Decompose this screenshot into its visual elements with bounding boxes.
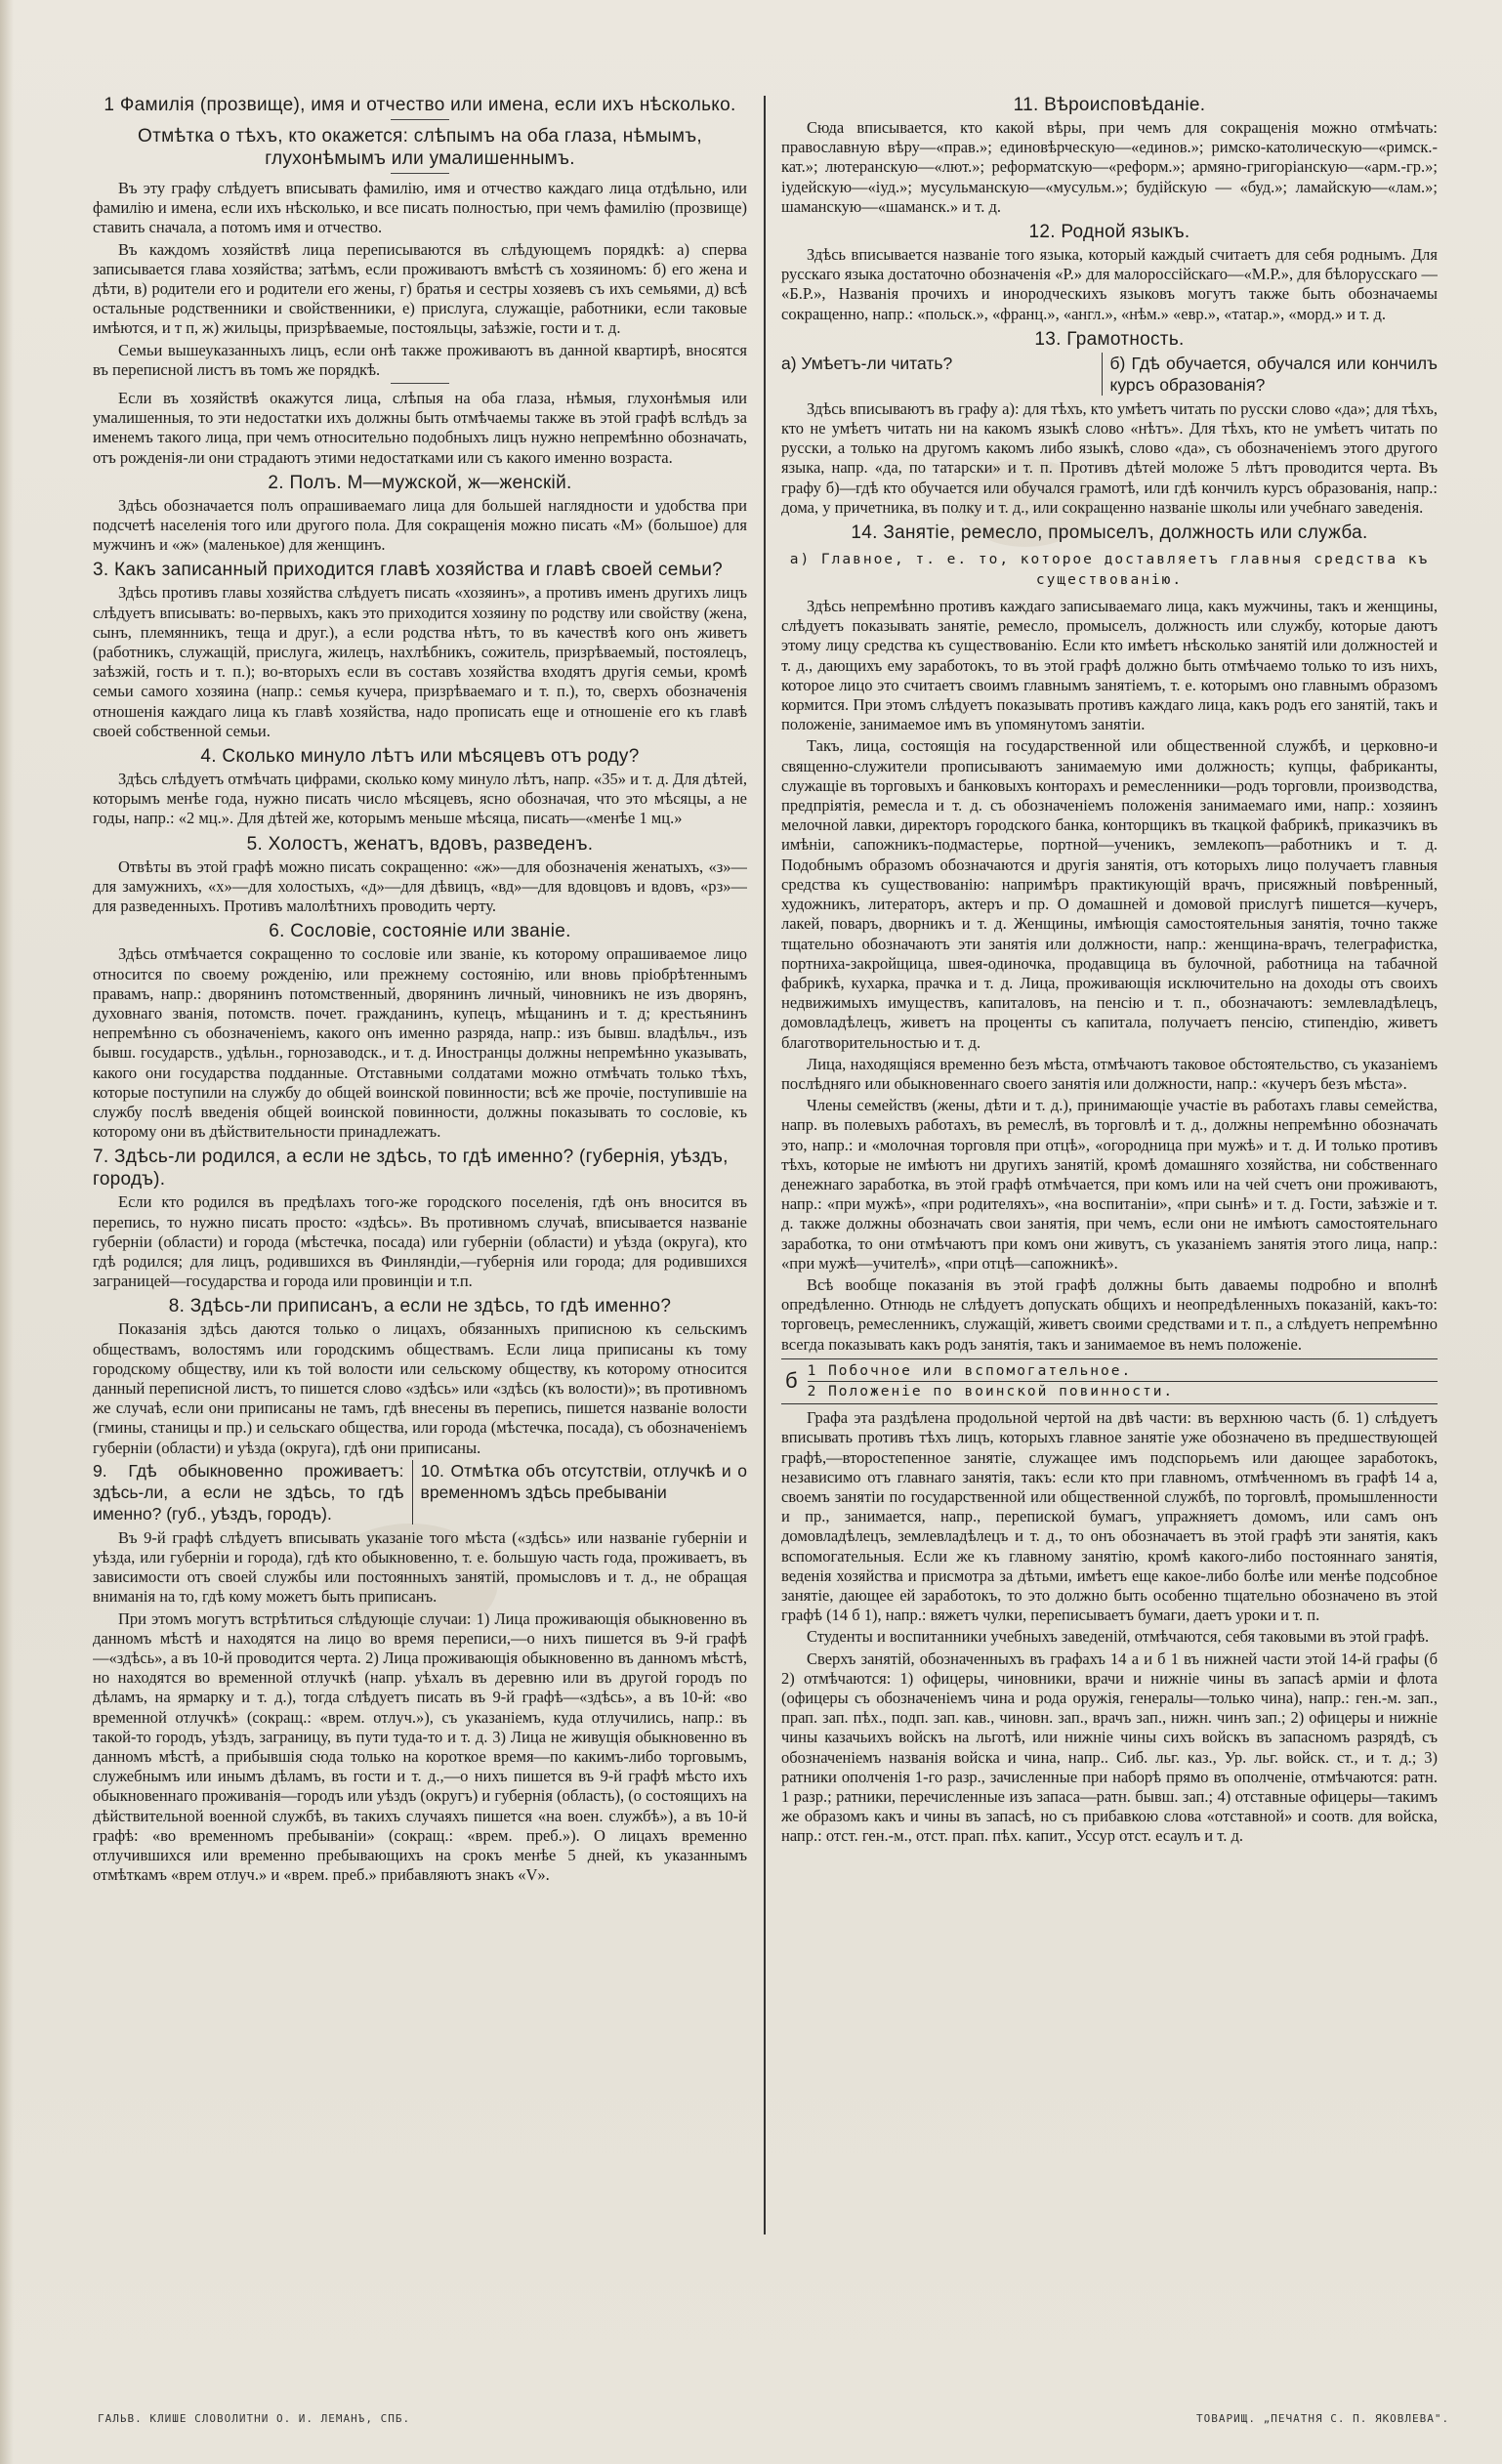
paragraph: Здѣсь вписывается названіе того языка, который каждый считаетъ для себя роднымъ. Для русскаго языка достаточно обозначенія «Р.» для малороссійскаго—«М.Р.», для бѣлорусскаго — «Б.Р.», Названія прочихъ и инородческихъ языковъ могутъ также быть обозначаемы сокращенно, напр.: «польск.», «франц.», «англ.», «нѣм.» «евр.», «татар.», «морд.» и т. д. bbox=[781, 245, 1438, 323]
printer-credit-left: ГАЛЬВ. КЛИШЕ СЛОВОЛИТНИ О. И. ЛЕМАНЪ, СПБ. bbox=[98, 2412, 411, 2425]
paragraph: Сверхъ занятій, обозначенныхъ въ графахъ 14 а и б 1 въ нижней части этой 14-й графы (б 2) отмѣчаются: 1) офицеры, чиновники, врачи и нижніе чины въ запасѣ арміи и флота (офицеры съ обозначеніемъ чина и рода оружія, генералы—только чина), напр.: ген.-м. зап., прап. зап. пѣх., подп. зап. кав., чиновн. зап., врачъ зап., нижн. чинъ зап.; 2) офицеры и нижніе чины казачьихъ войскъ на льготѣ, или нижніе чины сихъ войскъ въ запасномъ разрядѣ, съ обозначеніемъ названія войска и чина, напр.. Сиб. льг. каз., Ур. льг. войск. ст., и т. д.; 3) ратники ополченія 1-го разр., зачисленные при наборѣ прямо въ ополченіе, отмѣчаются: ратн. 1 разр.; ратники, перечисленные изъ запаса—ратн. бывш. зап.; 4) отставные офицеры—такимъ же образомъ какъ и чины въ запасѣ, но съ прибавкою слова «отставной» и соотв. для войска, напр.: отст. ген.-м., отст. прап. пѣх. капит., Уссур отст. есаулъ и т. д. bbox=[781, 1649, 1438, 1846]
column-divider bbox=[764, 96, 766, 2234]
paragraph: Здѣсь обозначается полъ опрашиваемаго лица для большей наглядности и удобства при подсчетѣ населенія того или другого пола. Для сокращенія можно писать «М» (большое) для мужчинъ и «ж» (маленькое) для женщинъ. bbox=[93, 495, 747, 555]
paragraph: Здѣсь слѣдуетъ отмѣчать цифрами, сколько кому минуло лѣтъ, напр. «35» и т. д. Для дѣтей, которымъ менѣе года, нужно писать число мѣсяцевъ, ясно обозначая, что это мѣсяцы, а не годы, напр.: «2 мц.». Для дѣтей же, которымъ меньше мѣсяца, писать—«менѣе 1 мц.» bbox=[93, 770, 747, 828]
section-1-title: 1 Фамилія (прозвище), имя и отчество или имена, если ихъ нѣсколько. bbox=[104, 95, 736, 115]
section-3-title: 3. Какъ записанный приходится главѣ хозяйства и главѣ своей семьи? bbox=[93, 560, 724, 581]
section-14b1-label: 1 Побочное или вспомогательное. bbox=[808, 1361, 1438, 1382]
paragraph: Семьи вышеуказанныхъ лицъ, если онѣ также проживаютъ въ данной квартирѣ, вносятся въ переписной листъ въ томъ же порядкѣ. bbox=[93, 340, 747, 379]
section-14b2-label: 2 Положеніе по воинской повинности. bbox=[807, 1383, 1175, 1399]
paragraph: Въ 9-й графѣ слѣдуетъ вписывать указаніе того мѣста («здѣсь» или названіе губерніи и уѣзда, или губерніи и города), гдѣ кто обыкновенно, т. е. большую часть года, проживаетъ, въ зависимости отъ своей службы или постоянныхъ занятій, промысловъ и т. д., не обращая вниманія на то, гдѣ кому можетъ быть приписанъ. bbox=[93, 1527, 747, 1607]
section-14b-letter: б bbox=[785, 1368, 798, 1394]
paragraph: Всѣ вообще показанія въ этой графѣ должны быть даваемы подробно и вполнѣ опредѣленно. Отнюдь не слѣдуетъ допускать общихъ и неопредѣленныхъ показаній, какъ-то: торговецъ, ремесленникъ, служащій, живетъ своими средствами и т. п., а слѣдуетъ непремѣнно всегда показывать какъ родъ занятія, такъ и занимаемое въ немъ положеніе. bbox=[781, 1274, 1438, 1354]
section-14-title: 14. Занятіе, ремесло, промыселъ, должность или служба. bbox=[851, 522, 1368, 544]
paragraph: Здѣсь отмѣчается сокращенно то сословіе или званіе, къ которому опрашиваемое лицо относится по своему рожденію, или прежнему состоянію, или вновь пріобрѣтеннымъ правамъ, напр.: дворянинъ потомственный, дворянинъ личный, чиновникъ не изъ дворянъ, духовнаго званія, потомств. почет. гражданинъ, купецъ, мѣщанинъ и т. д; крестьянинъ непремѣнно съ обозначеніемъ, какого онъ именно разряда, напр.: изъ бывш. владѣльч., изъ бывш. государств., удѣльн., горнозаводск., и т. д. Иностранцы должны непремѣнно указывать, какого они государства подданные. Отставными солдатами можно отмѣчать только тѣхъ, которые поступили на службу до общей воинской повинности; всѣ же прочіе, поступившіе на службу послѣ введенія общей воинской повинности, должны показывать то сословіе, къ которому они въ дѣйствительности принадлежатъ. bbox=[93, 944, 747, 1142]
section-1-note-title: Отмѣтка о тѣхъ, кто окажется: слѣпымъ на оба глаза, нѣмымъ, глухонѣмымъ или умалишеннымъ. bbox=[138, 126, 702, 169]
right-column bbox=[781, 90, 1438, 2336]
paragraph: Члены семействъ (жены, дѣти и т. д.), принимающіе участіе въ работахъ главы семейства, напр. въ полевыхъ работахъ, въ ремеслѣ, въ торговлѣ и т. д., должны непремѣнно обозначать это, напр.: и «молочная торговля при отцѣ», «огородница при мужѣ» и т. д. И только противъ тѣхъ, которые не имѣютъ ни другихъ занятій, кромѣ домашняго хозяйства, ни собственнаго денежнаго заработка, въ этой графѣ отмѣчается, при комъ или на чей счетъ они проживаютъ, напр.: «при мужѣ», «при родителяхъ», «на воспитаніи», «при сынѣ» и т. д. Гости, заѣзжіе и т. д. также должны обозначать свои занятія, при чемъ, если они не имѣютъ самостоятельнаго заработка, то они отмѣчаютъ при комъ они живутъ, съ указаніемъ занятія этого лица, напр.: «при мужѣ—учителѣ», «при отцѣ—сапожникѣ». bbox=[781, 1096, 1438, 1273]
paragraph: Здѣсь вписываютъ въ графу а): для тѣхъ, кто умѣетъ читать по русски слово «да»; для тѣхъ, кто не умѣетъ читать ни на какомъ языкѣ слово «нѣтъ». Для тѣхъ, кто не умѣетъ читать по русски, а только на другомъ какомъ либо языкѣ, слово «да», съ обозначеніемъ этого другого языка, напр. «да, по татарски» и т. п. Противъ дѣтей моложе 5 лѣтъ проводится черта. Въ графу б)—гдѣ кто обучается или обучался грамотѣ, или гдѣ кончилъ курсъ образованія, напр.: дома, у причетника, въ полку и т. д., или сокращенно названіе школы или учебнаго заведенія. bbox=[781, 398, 1438, 517]
paragraph: Графа эта раздѣлена продольной чертой на двѣ части: въ верхнюю часть (б. 1) слѣдуетъ вписывать противъ тѣхъ лицъ, которыхъ главное занятіе уже обозначено въ предшествующей графѣ,—второстепенное занятіе, служащее имъ подспорьемъ или дающее заработокъ, независимо отъ главнаго занятія, такъ: если кто при главномъ, отмѣченномъ въ графѣ 14 а, своемъ занятіи по государственной или общественной службѣ, по торговлѣ, промышленности и пр., занимается, напр., перепиской бумагъ, упражняетъ домомъ, или самъ онъ домовладѣлецъ, землевладѣлецъ и т. д., то онъ обозначаетъ въ этой графѣ эти занятія, какъ вспомогательныя. Если же къ главному занятію, кромѣ какого-либо постояннаго занятія, веденія хозяйства и присмотра за дѣтьми, имѣетъ еще какое-либо болѣе или менѣе подсобное занятіе, дающее ей заработокъ, то это должно быть особенно тщательно обозначено въ этой графѣ (14 б 1), напр.: вяжетъ чулки, переписываетъ бумаги, даетъ уроки и т. п. bbox=[781, 1408, 1438, 1625]
paragraph: Показанія здѣсь даются только о лицахъ, обязанныхъ приписною къ сельскимъ обществамъ, волостямъ или городскимъ обществамъ. Если лица приписаны къ тому городскому обществу, или къ той волости или сельскому обществу, къ которому относится данный переписной листъ, то пишется слово «здѣсь» или «здѣсь (къ волости)»; въ противномъ же случаѣ, если они приписаны не тамъ, гдѣ внесены въ перепись, пишется названіе волости (гмины, станицы и пр.) и сельскаго общества, или города (мѣстечка, посада), съ обозначеніемъ губерніи (области) и уѣзда (округа), гдѣ они приписаны. bbox=[93, 1319, 747, 1457]
section-13-columns bbox=[781, 353, 1438, 396]
section-12-title: 12. Родной языкъ. bbox=[1028, 222, 1190, 243]
paragraph: Здѣсь непремѣнно противъ каждаго записываемаго лица, какъ мужчины, такъ и женщины, слѣдуетъ показывать занятіе, ремесло, промыселъ, должность или службу, которые даютъ этому лицу средства къ существованію. Если кто имѣетъ нѣсколько занятій или должностей и т. д., дающихъ ему заработокъ, то въ этой графѣ должно быть отмѣчаемо только то изъ нихъ, которое лицо это считаетъ своимъ главнымъ занятіемъ, т. е. которымъ оно главнымъ образомъ кормится. При этомъ слѣдуетъ показывать противъ каждаго лица, какъ родъ его занятій, такъ и положеніе, занимаемое имъ въ упомянутомъ занятіи. bbox=[781, 597, 1438, 734]
paragraph: Сюда вписывается, кто какой вѣры, при чемъ для сокращенія можно отмѣчать: православную вѣру—«прав.»; единовѣрческую—«единов.»; римско-католическую—«римск.-кат.»; лютеранскую—«лют.»; реформатскую—«реформ.»; армяно-григоріанскую—«арм.-гр.»; іудейскую—«іуд.»; мусульманскую—«мусульм.»; будійскую — «буд.»; ламайскую—«лам.»; шаманскую—«шаманск.» и т. д. bbox=[781, 118, 1438, 216]
section-8-title: 8. Здѣсь-ли приписанъ, а если не здѣсь, то гдѣ именно? bbox=[168, 1296, 672, 1317]
paragraph: Въ эту графу слѣдуетъ вписывать фамилію, имя и отчество каждаго лица отдѣльно, или фамилію и имена, если ихъ нѣсколько, и все писать полностью, при чемъ фамилію (прозвище) ставить сначала, а потомъ имя и отчество. bbox=[93, 179, 747, 237]
section-9-10-header bbox=[93, 1460, 747, 1524]
paragraph: Такъ, лица, состоящія на государственной или общественной службѣ, и церковно-и священно-служители прописываютъ занимаемую ими должность; купцы, фабриканты, служащіе въ торговыхъ и банковыхъ конторахъ и ремесленники—родъ торговли, производства, предпріятія, ремесла и т. д. съ обозначеніемъ положенія занимаемаго ими, напр.: хозяинъ мелочной лавки, директоръ городского банка, конторщикъ въ ткацкой фабрикѣ, приказчикъ въ имѣніи, сапожникъ-подмастерье, портной—ученикъ, землекопъ—работникъ и т. д. Подобнымъ образомъ обозначаются и другія занятія, отъ которыхъ лицо получаетъ главныя средства къ существованію: напримѣръ практикующій врачъ, присяжный повѣренный, художникъ, литераторъ, актеръ и пр. О домашней и домовой прислугѣ пишется—кучеръ, лакей, поваръ, дворникъ и т. д. Женщины, имѣющія самостоятельныя занятія, точно также тщательно обозначаютъ эти занятія или должности, напр.: женщина-врачъ, телеграфистка, портниха-закройщица, швея-одиночка, продавщица въ булочной, работница на табачной фабрикѣ, кухарка, прачка и т. д. Лица, проживающія исключительно на доходы отъ своихъ недвижимыхъ имуществъ, капиталовъ, на пенсію и т. п., обозначаютъ: землевладѣлецъ, домовладѣлецъ, живетъ на проценты съ капитала, получаетъ пенсію, стипендію, живетъ благотворительностью и т. д. bbox=[781, 736, 1438, 1052]
section-2-title: 2. Полъ. М—мужской, ж—женскій. bbox=[268, 472, 572, 493]
section-13-title: 13. Грамотность. bbox=[1034, 328, 1185, 350]
printer-credit-right: ТОВАРИЩ. „ПЕЧАТНЯ С. П. ЯКОВЛЕВА". bbox=[1196, 2412, 1450, 2425]
section-5-title: 5. Холостъ, женатъ, вдовъ, разведенъ. bbox=[246, 833, 594, 855]
section-11-title: 11. Вѣроисповѣданіе. bbox=[1013, 95, 1206, 115]
section-14a-label: а) Главное, т. е. то, которое доставляетъ главныя средства къ существованію. bbox=[789, 552, 1430, 589]
paragraph: Лица, находящіяся временно безъ мѣста, отмѣчаютъ таковое обстоятельство, съ указаніемъ послѣдняго или обыкновеннаго своего занятія или должности, напр.: «кучеръ безъ мѣста». bbox=[781, 1054, 1438, 1093]
section-9-title: 9. Гдѣ обыкновенно проживаетъ: здѣсь-ли, а если не здѣсь, то гдѣ именно? (губ., уѣздъ, городъ). bbox=[93, 1460, 413, 1524]
left-column bbox=[93, 90, 747, 2336]
section-14b-labels bbox=[781, 1358, 1438, 1404]
section-10-title: 10. Отмѣтка объ отсутствіи, отлучкѣ и о временномъ здѣсь пребываніи bbox=[420, 1460, 747, 1502]
paragraph: Отвѣты въ этой графѣ можно писать сокращенно: «ж»—для обозначенія женатыхъ, «з»—для замужнихъ, «х»—для холостыхъ, «д»—для дѣвицъ, «вд»—для вдовцовъ и вдовъ, «рз»—для разведенныхъ. Противъ малолѣтнихъ проводить черту. bbox=[93, 856, 747, 916]
section-13b-label: б) Гдѣ обучается, обучался или кончилъ курсъ образованія? bbox=[1109, 353, 1438, 395]
section-6-title: 6. Сословіе, состояніе или званіе. bbox=[269, 921, 571, 942]
paragraph: При этомъ могутъ встрѣтиться слѣдующіе случаи: 1) Лица проживающія обыкновенно въ данномъ мѣстѣ и находятся на лицо во время переписи,—о нихъ пишется въ 9-й графѣ—«здѣсь», а въ 10-й проводится черта. 2) Лица проживающія обыкновенно въ данномъ мѣстѣ, но находятся во временной отлучкѣ (напр. уѣхалъ въ деревню или въ другой городъ по дѣламъ, на ярмарку и т. д.), тогда слѣдуетъ писать въ 9-й графѣ—«здѣсь», а въ 10-й: «во временной отлучкѣ» (сокращ.: «врем. отлуч.»), съ указаніемъ, куда отлучились, напр.: въ такой-то городъ, уѣздъ, заграницу, въ пути туда-то и т. д. 3) Лица не живущія обыкновенно въ данномъ мѣстѣ, а прибывшія сюда только на короткое время—по какимъ-либо торговымъ, служебнымъ или инымъ дѣламъ, въ гости и т. д.,—о нихъ пишется въ 9-й графѣ мѣсто ихъ обыкновеннаго проживанія—городъ или уѣздъ (округъ) и губернія (область), (о состоящихъ на дѣйствительной военной службѣ, въ такихъ случаяхъ пишется «на воен. службѣ»), а въ 10-й графѣ: «во временномъ пребываніи» (сокращ.: «врем. преб.»). О лицахъ временно отлучившихся или временно пребывающихъ на срокъ менѣе 5 дней, къ указаннымъ отмѣткамъ «врем отлуч.» и «врем. преб.» прибавляютъ знакъ «V». bbox=[93, 1608, 747, 1885]
section-13a-label: а) Умѣетъ-ли читать? bbox=[781, 353, 1103, 396]
divider bbox=[391, 173, 449, 174]
paragraph: Если въ хозяйствѣ окажутся лица, слѣпыя на оба глаза, нѣмыя, глухонѣмыя или умалишенныя, то эти недостатки ихъ должны быть отмѣчаемы также въ этой графѣ вслѣдъ за именемъ такого лица, при чемъ относительно подобныхъ лицъ нужно непремѣнно обозначать, отъ рожденія-ли они страдаютъ этими недостатками или съ какого именно возраста. bbox=[93, 389, 747, 467]
paragraph: Студенты и воспитанники учебныхъ заведеній, отмѣчаются, себя таковыми въ этой графѣ. bbox=[807, 1627, 1430, 1647]
divider bbox=[391, 383, 449, 384]
paragraph: Здѣсь противъ главы хозяйства слѣдуетъ писать «хозяинъ», а противъ именъ другихъ лицъ слѣдуетъ вписывать: во-первыхъ, какъ это приходится хозяину по родству или свойству (жена, сынъ, племянникъ, теща и друг.), а если родства нѣтъ, то въ качествѣ кого онъ живетъ (работникъ, служащій, прислуга, жилецъ, нахлѣбникъ, сожитель, призрѣваемый, постоялецъ, заѣзжій, гость и т. п.); во-вторыхъ если въ составъ хозяйства входятъ другія семьи, кромѣ семьи самого хозяина (напр.: семья кучера, призрѣваемаго и т. п.), то, сверхъ обозначенія отношенія каждаго лица къ главѣ хозяйства, надо прописать еще и отношеніе его къ главѣ своей собственной семьи. bbox=[93, 583, 747, 740]
section-4-title: 4. Сколько минуло лѣтъ или мѣсяцевъ отъ роду? bbox=[200, 746, 640, 768]
paragraph: Въ каждомъ хозяйствѣ лица переписываются въ слѣдующемъ порядкѣ: а) сперва записывается глава хозяйства; затѣмъ, если проживаютъ вмѣстѣ съ хозяиномъ: б) его жена и дѣти, в) родители его и родители его жены, г) братья и сестры хозяевъ съ ихъ семьями, д) всѣ остальные родственники и свойственники, е) прислуга, служащіе, работники, если таковые имѣются, и т п, ж) жильцы, призрѣваемые, постояльцы, заѣзжіе, гости и т. д. bbox=[93, 239, 747, 338]
divider bbox=[391, 119, 449, 120]
section-7-title: 7. Здѣсь-ли родился, а если не здѣсь, то гдѣ именно? (губернія, уѣздъ, городъ). bbox=[93, 1147, 729, 1190]
paragraph: Если кто родился въ предѣлахъ того-же городского поселенія, гдѣ онъ вносится въ перепись, то нужно писать просто: «здѣсь». Въ противномъ случаѣ, вписывается названіе губерніи (области) и города (мѣстечка, посада) или губерніи (области) и уѣзда (округа), кто гдѣ родился; для лицъ, родившихся въ Финляндіи,—губернія или города; для родившихся заграницей—государства и города или провинціи и т.п. bbox=[93, 1192, 747, 1291]
